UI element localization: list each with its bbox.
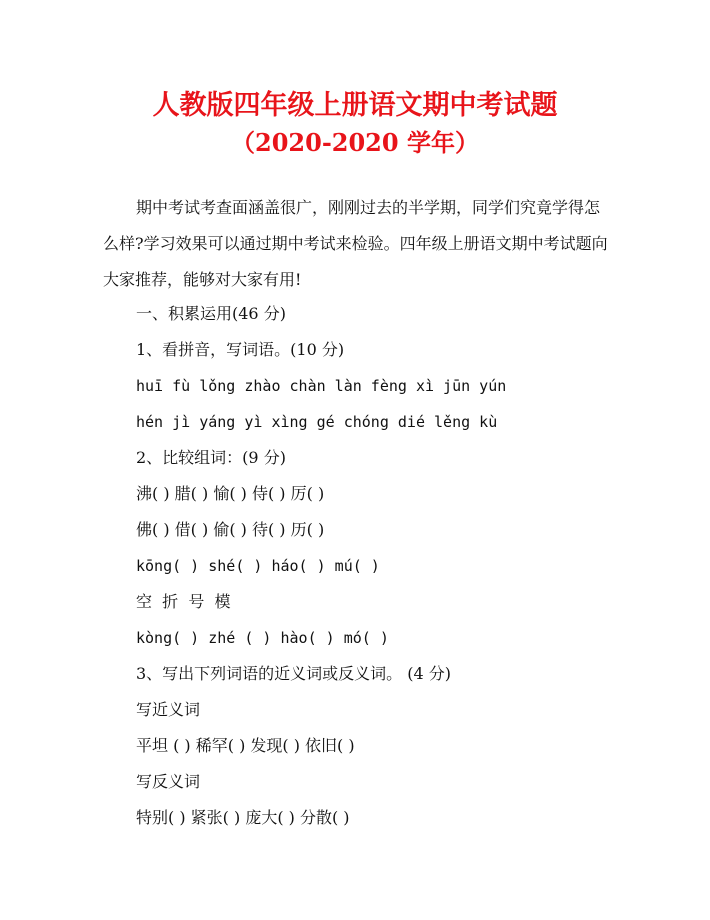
section-heading-accumulation: 一、积累运用(46 分) (136, 304, 286, 323)
pinyin-row-1: kōng( ) shé( ) háo( ) mú( ) (136, 557, 380, 575)
question-1-heading: 1、看拼音，写词语。(10 分) (136, 340, 345, 359)
compare-row-1: 沸( ) 腊( ) 愉( ) 侍( ) 厉( ) (136, 484, 325, 503)
question-3-heading: 3、写出下列词语的近义词或反义词。 (4 分) (136, 664, 452, 683)
pinyin-line-2: hén jì yáng yì xìng gé chóng dié lěng kù (136, 413, 498, 431)
synonym-heading: 写近义词 (136, 700, 201, 719)
character-row: 空 折 号 模 (136, 592, 231, 611)
antonym-heading: 写反义词 (136, 772, 201, 791)
intro-paragraph: 期中考试考查面涵盖很广，刚刚过去的半学期，同学们究竟学得怎么样?学习效果可以通过期中考试来检验。四年级上册语文期中考试题向大家推荐，能够对大家有用! (103, 198, 608, 289)
document-subtitle-year: （2020-2020 学年） (231, 128, 479, 157)
document-title: 人教版四年级上册语文期中考试题 (152, 90, 558, 121)
pinyin-row-2: kòng( ) zhé ( ) hào( ) mó( ) (136, 629, 389, 647)
pinyin-line-1: huī fù lǒng zhào chàn làn fèng xì jūn yún (136, 377, 507, 395)
antonym-row: 特别( ) 紧张( ) 庞大( ) 分散( ) (136, 808, 350, 827)
question-2-heading: 2、比较组词：(9 分) (136, 448, 286, 467)
compare-row-2: 佛( ) 借( ) 偷( ) 待( ) 历( ) (136, 520, 325, 539)
synonym-row: 平坦 ( ) 稀罕( ) 发现( ) 依旧( ) (136, 736, 355, 755)
